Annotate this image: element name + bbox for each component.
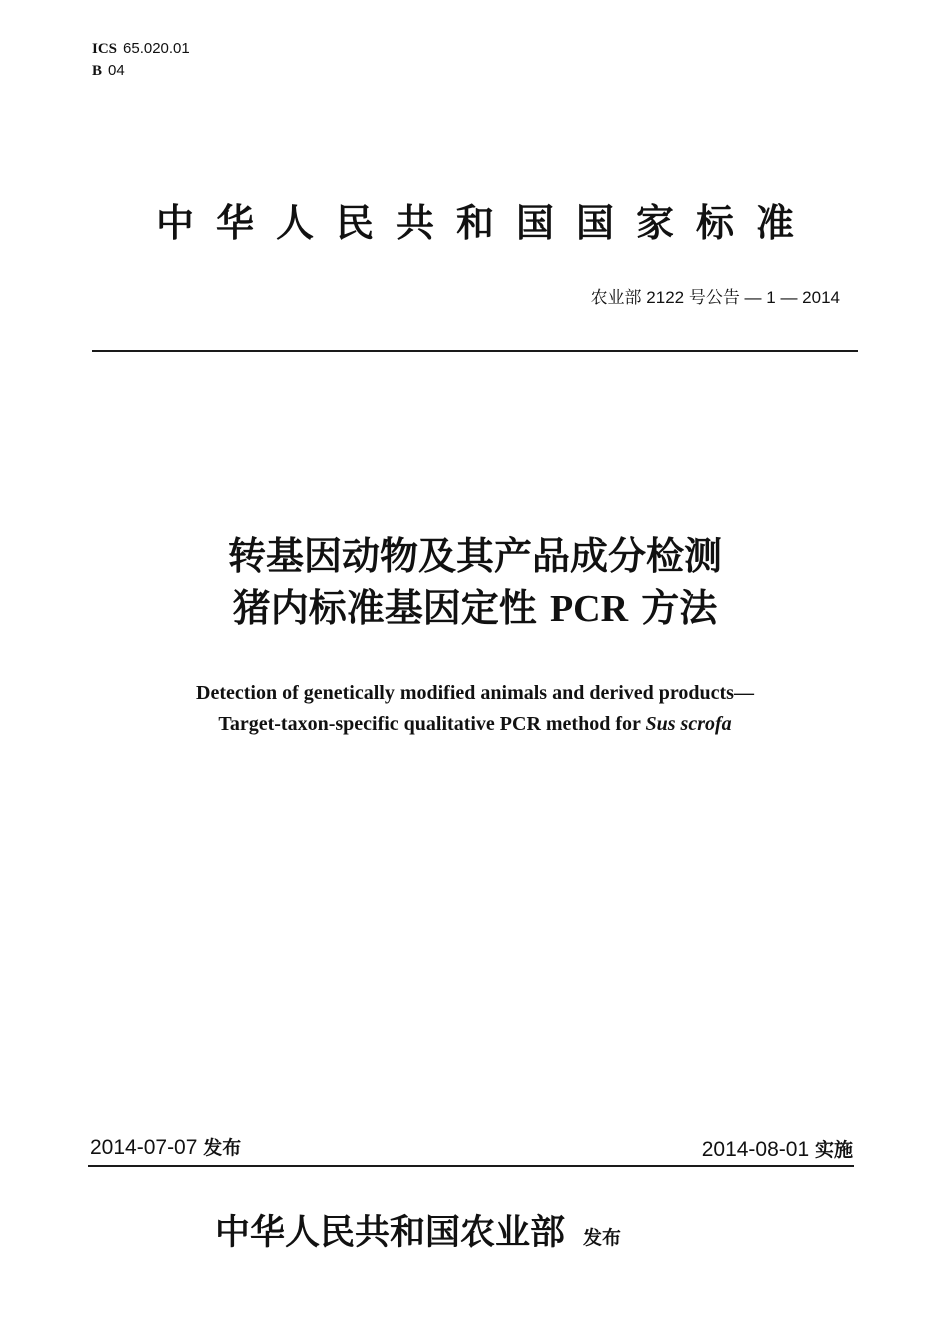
issuer-action: 发布 <box>583 1227 622 1249</box>
implement-label: 实施 <box>814 1139 853 1161</box>
implement-date: 2014-08-01 <box>701 1138 810 1161</box>
ccs-value: 04 <box>108 62 125 79</box>
ics-value: 65.020.01 <box>123 40 190 57</box>
chinese-title-line2-prefix: 猪内标准基因定性 <box>232 586 537 630</box>
issue-label: 发布 <box>203 1137 242 1159</box>
chinese-title <box>0 530 950 635</box>
ics-row <box>92 38 190 60</box>
ccs-label: B <box>92 63 103 79</box>
issue-date: 2014-07-07 <box>90 1136 198 1159</box>
chinese-title-line2-suffix: 方法 <box>641 586 718 630</box>
english-title-species: Sus scrofa <box>645 713 732 735</box>
issue-date-block <box>90 1133 241 1160</box>
chinese-title-line2 <box>0 582 950 635</box>
english-title-line1: Detection of genetically modified animals and derived products— <box>196 682 754 704</box>
standard-type-heading: 中华人民共和国国家标准 <box>155 201 816 245</box>
issuer-name: 中华人民共和国农业部 <box>215 1212 566 1253</box>
bottom-divider <box>88 1165 854 1167</box>
implement-date-block <box>702 1135 853 1162</box>
ccs-row <box>92 60 190 82</box>
standard-number: 农业部 2122 号公告 — 1 — 2014 <box>590 288 840 307</box>
english-title <box>0 678 950 740</box>
english-title-line2-prefix: Target-taxon-specific qualitative PCR method for <box>218 713 641 735</box>
chinese-title-pcr: PCR <box>549 588 629 630</box>
issuer-block <box>215 1205 621 1255</box>
ics-label: ICS <box>92 41 118 57</box>
chinese-title-line1: 转基因动物及其产品成分检测 <box>227 534 722 578</box>
english-title-line2 <box>0 709 950 740</box>
ics-block <box>92 38 190 82</box>
top-divider <box>92 350 858 352</box>
